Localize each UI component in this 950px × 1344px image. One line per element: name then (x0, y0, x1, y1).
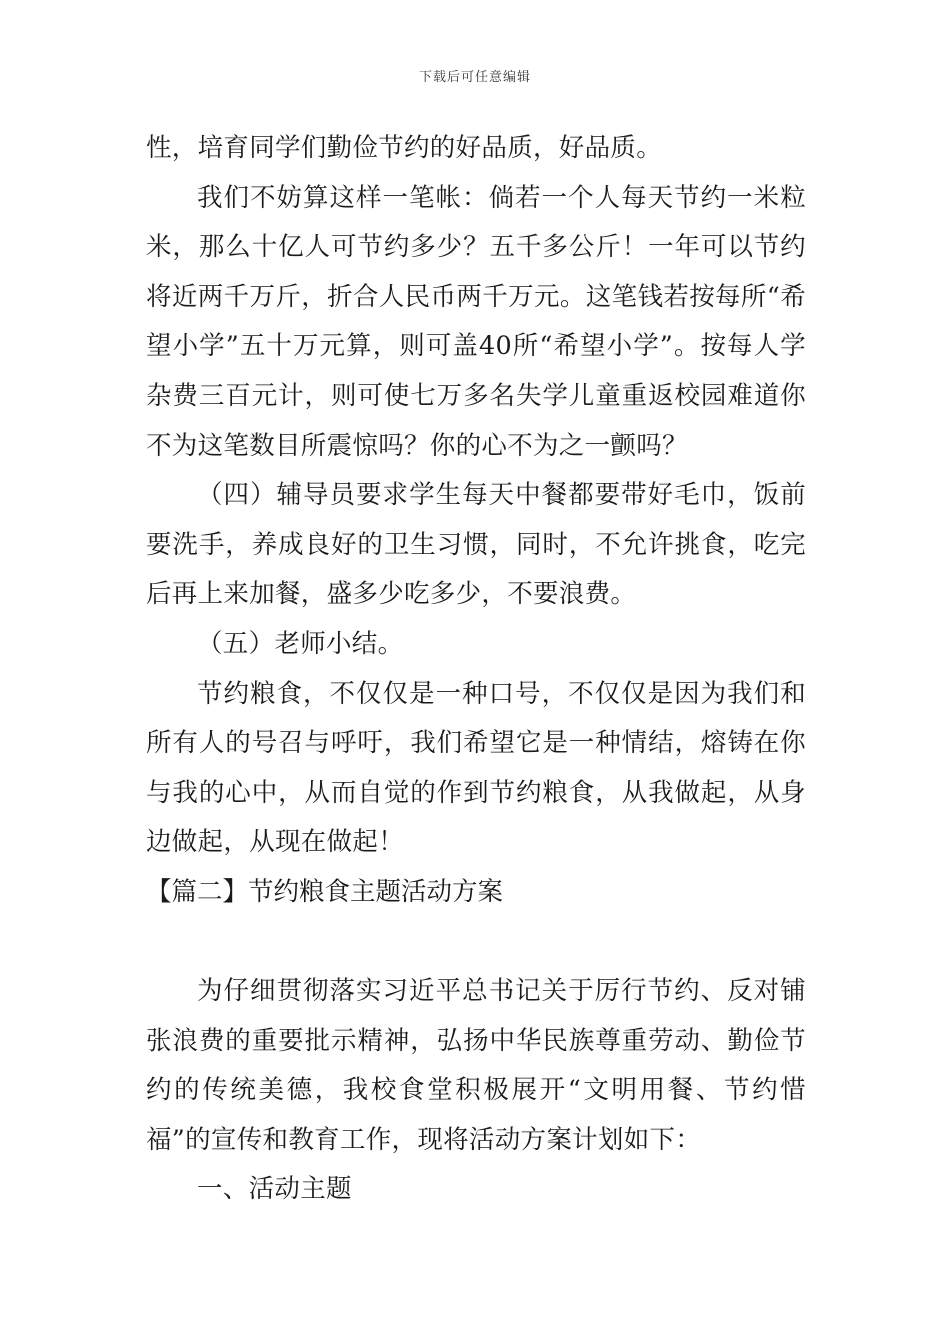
header-note: 下载后可任意编辑 (418, 70, 531, 85)
document-body (146, 124, 806, 1215)
section-two-intro: 为仔细贯彻落实习近平总书记关于厉行节约、反对铺张浪费的重要批示精神，弘扬中华民族尊重劳动、勤俭节约的传统美德，我校食堂积极展开“文明用餐、节约惜福”的宣传和教育工作，现将活动方案计划如下： (146, 976, 806, 1155)
paragraph-step-five: （五）老师小结。 (197, 628, 404, 659)
paragraph-calculation: 我们不妨算这样一笔帐：倘若一个人每天节约一米粒米，那么十亿人可节约多少？五千多公斤！一年可以节约将近两千万斤，折合人民币两千万元。这笔钱若按每所“希望小学”五十万元算，则可盖40所“希望小学”。按每人学杂费三百元计，则可使七万多名失学儿童重返校园难道你不为这笔数目所震惊吗？你的心不为之一颤吗？ (146, 182, 806, 461)
blank-line (146, 918, 806, 968)
section-two-heading-one: 一、活动主题 (197, 1174, 352, 1205)
paragraph-continuation: 性，培育同学们勤俭节约的好品质，好品质。 (146, 133, 663, 163)
section-two-title: 【篇二】节约粮食主题活动方案 (146, 876, 504, 907)
paragraph-conclusion: 节约粮食，不仅仅是一种口号，不仅仅是因为我们和所有人的号召与呼吁，我们希望它是一种情结，熔铸在你与我的心中，从而自觉的作到节约粮食，从我做起，从身边做起，从现在做起！ (146, 678, 806, 858)
paragraph-step-four: （四）辅导员要求学生每天中餐都要带好毛巾，饭前要洗手，养成良好的卫生习惯，同时，不允许挑食，吃完后再上来加餐，盛多少吃多少，不要浪费。 (146, 480, 806, 610)
